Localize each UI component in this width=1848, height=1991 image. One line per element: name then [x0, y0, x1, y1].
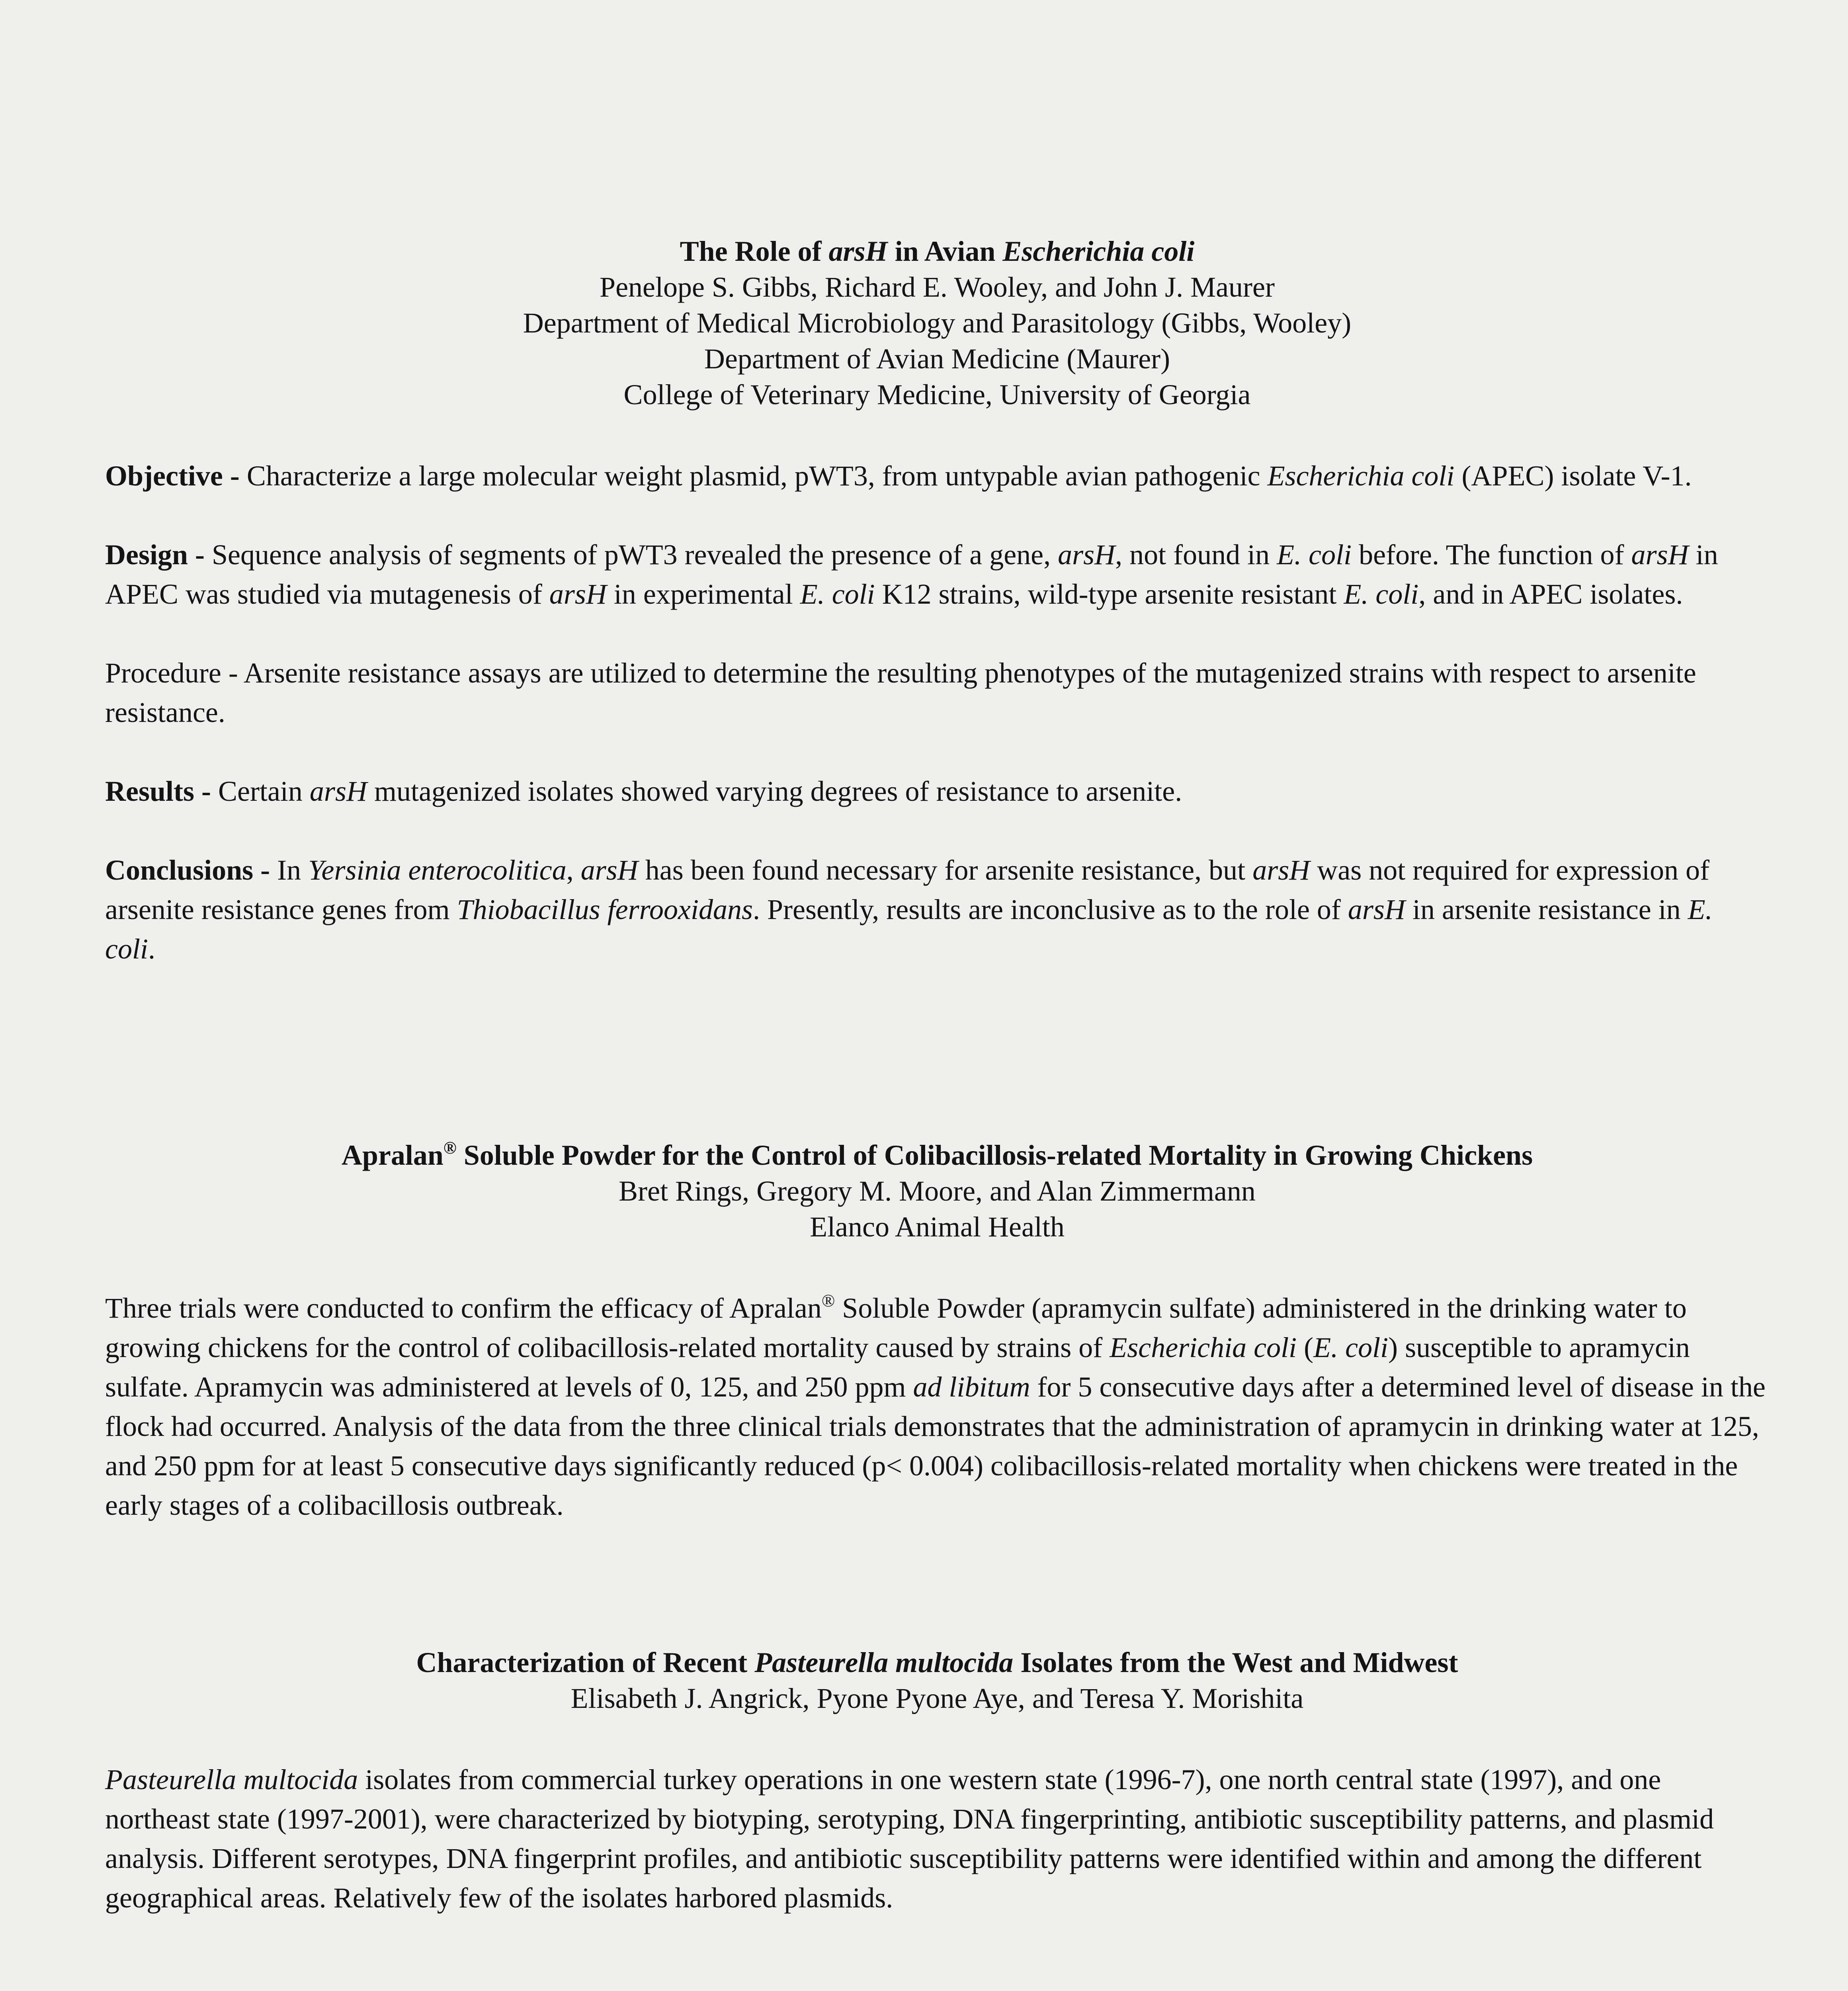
objective-paragraph: Objective - Characterize a large molecular weight plasmid, pWT3, from untypable avian pathogenic Escherichia coli (APEC) isolate V-1.	[105, 460, 1692, 492]
conclusions-paragraph: Conclusions - In Yersinia enterocolitica, arsH has been found necessary for arsenite resistance, but arsH was not required for expression of arsenite resistance genes from Thiobacillus ferrooxidans. Presently, results are inconclusive as to the role of arsH in arsenite resistance in E. coli.	[105, 854, 1713, 965]
affiliation: Elanco Animal Health	[810, 1211, 1065, 1243]
affiliation: Department of Avian Medicine (Maurer)	[704, 343, 1170, 375]
design-paragraph: Design - Sequence analysis of segments of pWT3 revealed the presence of a gene, arsH, not found in E. coli before. The function of arsH in APEC was studied via mutagenesis of arsH in experimental E. coli K12 strains, wild-type arsenite resistant E. coli, and in APEC isolates.	[105, 539, 1718, 610]
author-list: Elisabeth J. Angrick, Pyone Pyone Aye, and Teresa Y. Morishita	[570, 1682, 1304, 1714]
author-list: Penelope S. Gibbs, Richard E. Wooley, and John J. Maurer	[600, 271, 1275, 303]
abstract-title: Apralan® Soluble Powder for the Control of Colibacillosis-related Mortality in Growing Chickens	[341, 1138, 1533, 1171]
results-paragraph: Results - Certain arsH mutagenized isolates showed varying degrees of resistance to arsenite.	[105, 775, 1182, 807]
body-paragraph: Pasteurella multocida isolates from commercial turkey operations in one western state (1996-7), one north central state (1997), and one northeast state (1997-2001), were characterized by biotyping, serotyping, DNA fingerprinting, antibiotic susceptibility patterns, and plasmid analysis. Different serotypes, DNA fingerprint profiles, and antibiotic susceptibility patterns were identified within and among the different geographical areas. Relatively few of the isolates harbored plasmids.	[105, 1764, 1714, 1914]
abstract-apralan	[105, 1137, 1769, 1525]
abstract-arsH	[105, 233, 1769, 969]
affiliation: College of Veterinary Medicine, University of Georgia	[623, 379, 1251, 411]
abstract-pasteurella	[105, 1645, 1769, 1918]
abstract-title: The Role of arsH in Avian Escherichia coli	[680, 235, 1195, 267]
abstract-title: Characterization of Recent Pasteurella multocida Isolates from the West and Midwest	[416, 1647, 1458, 1678]
affiliation: Department of Medical Microbiology and Parasitology (Gibbs, Wooley)	[523, 307, 1352, 339]
author-list: Bret Rings, Gregory M. Moore, and Alan Zimmermann	[619, 1175, 1256, 1207]
procedure-paragraph: Procedure - Arsenite resistance assays are utilized to determine the resulting phenotypes of the mutagenized strains with respect to arsenite resistance.	[105, 657, 1696, 728]
body-paragraph: Three trials were conducted to confirm the efficacy of Apralan® Soluble Powder (apramycin sulfate) administered in the drinking water to growing chickens for the control of colibacillosis-related mortality caused by strains of Escherichia coli (E. coli) susceptible to apramycin sulfate. Apramycin was administered at levels of 0, 125, and 250 ppm ad libitum for 5 consecutive days after a determined level of disease in the flock had occurred. Analysis of the data from the three clinical trials demonstrates that the administration of apramycin in drinking water at 125, and 250 ppm for at least 5 consecutive days significantly reduced (p< 0.004) colibacillosis-related mortality when chickens were treated in the early stages of a colibacillosis outbreak.	[105, 1291, 1766, 1521]
